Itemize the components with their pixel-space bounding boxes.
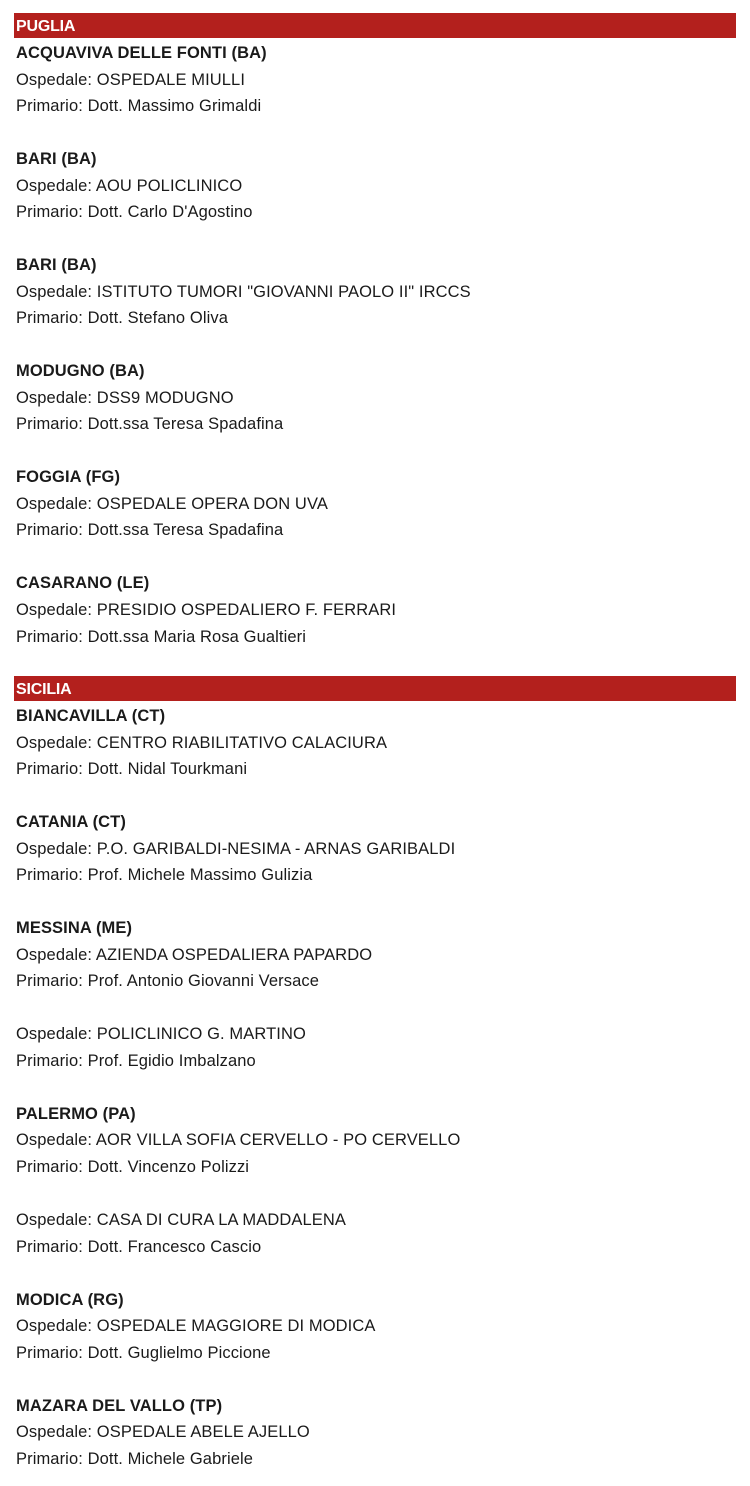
entry-primario: Primario: Dott.ssa Teresa Spadafina [16, 521, 284, 539]
entry-hospital: Ospedale: AOU POLICLINICO [16, 177, 243, 195]
entry-city: BARI (BA) [16, 150, 97, 168]
entry-city: BIANCAVILLA (CT) [16, 707, 166, 725]
entry-city: MESSINA (ME) [16, 919, 133, 937]
entry-primario: Primario: Dott. Vincenzo Polizzi [16, 1158, 250, 1176]
entry-primario: Primario: Dott. Francesco Cascio [16, 1238, 262, 1256]
entry-primario: Primario: Dott. Massimo Grimaldi [16, 97, 262, 115]
entry-hospital: Ospedale: AOR VILLA SOFIA CERVELLO - PO CERVELLO [16, 1131, 461, 1149]
entry-hospital: Ospedale: OSPEDALE MAGGIORE DI MODICA [16, 1317, 376, 1335]
entry-primario: Primario: Dott. Guglielmo Piccione [16, 1344, 271, 1362]
entry-city: BARI (BA) [16, 256, 97, 274]
entry-primario: Primario: Prof. Michele Massimo Gulizia [16, 866, 313, 884]
entry-city: CASARANO (LE) [16, 574, 150, 592]
entry-primario: Primario: Dott.ssa Teresa Spadafina [16, 415, 284, 433]
entry-primario: Primario: Dott. Nidal Tourkmani [16, 760, 248, 778]
entry-primario: Primario: Dott. Stefano Oliva [16, 309, 228, 327]
entry-primario: Primario: Dott. Carlo D'Agostino [16, 203, 253, 221]
region-header-puglia: PUGLIA [14, 13, 736, 38]
entry-hospital: Ospedale: OSPEDALE MIULLI [16, 71, 246, 89]
entry-hospital: Ospedale: DSS9 MODUGNO [16, 389, 234, 407]
entry-city: PALERMO (PA) [16, 1105, 136, 1123]
entry-hospital: Ospedale: OSPEDALE ABELE AJELLO [16, 1423, 310, 1441]
entry-hospital: Ospedale: P.O. GARIBALDI-NESIMA - ARNAS GARIBALDI [16, 840, 456, 858]
entry-primario: Primario: Dott. Michele Gabriele [16, 1450, 254, 1468]
entry-city: FOGGIA (FG) [16, 468, 121, 486]
entry-city: CATANIA (CT) [16, 813, 126, 831]
entry-hospital: Ospedale: CASA DI CURA LA MADDALENA [16, 1211, 346, 1229]
entry-hospital: Ospedale: PRESIDIO OSPEDALIERO F. FERRARI [16, 601, 397, 619]
entry-hospital: Ospedale: OSPEDALE OPERA DON UVA [16, 495, 328, 513]
entry-city: MAZARA DEL VALLO (TP) [16, 1397, 223, 1415]
entry-primario: Primario: Prof. Egidio Imbalzano [16, 1052, 256, 1070]
entry-city: MODUGNO (BA) [16, 362, 145, 380]
entry-hospital: Ospedale: CENTRO RIABILITATIVO CALACIURA [16, 734, 388, 752]
entry-hospital: Ospedale: ISTITUTO TUMORI "GIOVANNI PAOLO II" IRCCS [16, 283, 471, 301]
region-header-sicilia: SICILIA [14, 676, 736, 701]
entry-primario: Primario: Dott.ssa Maria Rosa Gualtieri [16, 628, 306, 646]
entry-city: MODICA (RG) [16, 1291, 124, 1309]
entry-hospital: Ospedale: AZIENDA OSPEDALIERA PAPARDO [16, 946, 373, 964]
entry-city: ACQUAVIVA DELLE FONTI (BA) [16, 44, 267, 62]
entry-primario: Primario: Prof. Antonio Giovanni Versace [16, 972, 319, 990]
entry-hospital: Ospedale: POLICLINICO G. MARTINO [16, 1025, 306, 1043]
